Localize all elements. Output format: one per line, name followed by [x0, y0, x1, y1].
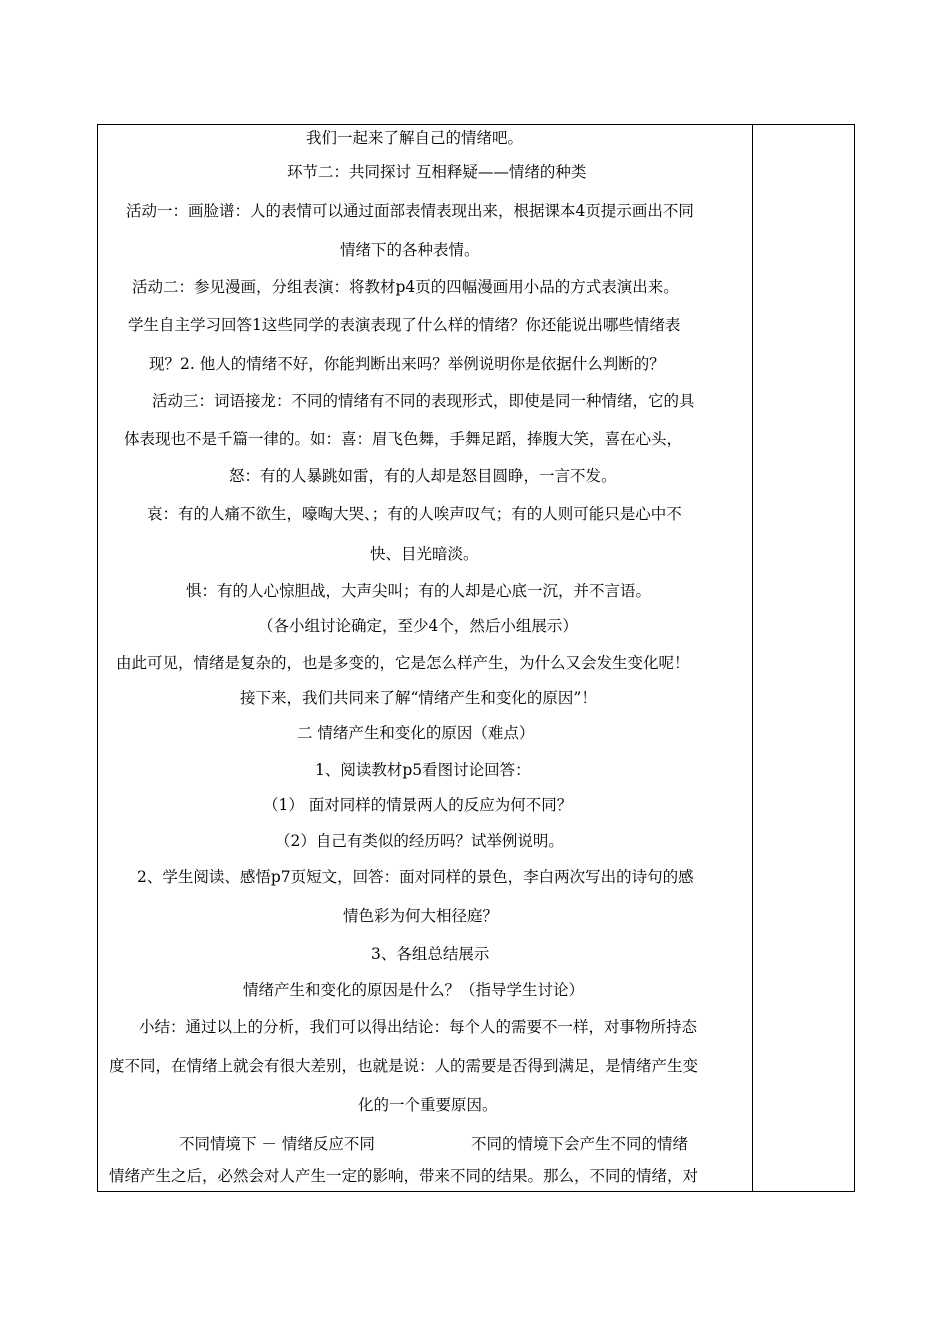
column-divider [752, 125, 753, 1191]
text-line: 怒：有的人暴跳如雷，有的人却是怒目圆睁，一言不发。 [229, 467, 617, 485]
text-line: 化的一个重要原因。 [358, 1096, 498, 1114]
text-line: 我们一起来了解自己的情绪吧。 [306, 129, 524, 147]
text-line: 情绪产生之后，必然会对人产生一定的影响，带来不同的结果。那么，不同的情绪，对 [109, 1167, 699, 1185]
text-line: （2）自己有类似的经历吗？试举例说明。 [275, 832, 564, 850]
text-line: 小结：通过以上的分析，我们可以得出结论：每个人的需要不一样，对事物所持态 [139, 1018, 698, 1036]
text-line: 1、阅读教材p5看图讨论回答： [315, 761, 531, 779]
text-line: 不同的情境下会产生不同的情绪 [471, 1135, 689, 1153]
text-line: 由此可见，情绪是复杂的，也是多变的，它是怎么样产生，为什么又会发生变化呢！ [116, 654, 690, 672]
text-line: 体表现也不是千篇一律的。如：喜：眉飞色舞，手舞足蹈，捧腹大笑，喜在心头， [124, 430, 683, 448]
text-line: （1） 面对同样的情景两人的反应为何不同？ [263, 796, 573, 814]
text-line: 学生自主学习回答1这些同学的表演表现了什么样的情绪？你还能说出哪些情绪表 [128, 316, 681, 334]
text-line: 哀：有的人痛不欲生，嚎啕大哭、；有的人唉声叹气；有的人则可能只是心中不 [147, 505, 682, 523]
text-line: 现？2. 他人的情绪不好，你能判断出来吗？举例说明你是依据什么判断的？ [149, 355, 665, 373]
text-line: 活动一：画脸谱：人的表情可以通过面部表情表现出来，根据课本4页提示画出不同 [126, 202, 694, 220]
text-line: 活动三：词语接龙：不同的情绪有不同的表现形式，即使是同一种情绪，它的具 [152, 392, 695, 410]
text-line: 惧：有的人心惊胆战，大声尖叫；有的人却是心底一沉，并不言语。 [186, 582, 652, 600]
text-line: 3、各组总结展示 [371, 945, 490, 963]
text-line: 不同情境下 － 情绪反应不同 [179, 1135, 375, 1153]
text-line: 2、学生阅读、感悟p7页短文，回答：面对同样的景色，李白两次写出的诗句的感 [137, 868, 694, 886]
text-line: 接下来，我们共同来了解“情绪产生和变化的原因”！ [240, 689, 597, 707]
text-line: 情色彩为何大相径庭？ [343, 907, 499, 925]
text-line: 度不同，在情绪上就会有很大差别，也就是说：人的需要是否得到满足，是情绪产生变 [109, 1057, 699, 1075]
text-line: 环节二：共同探讨 互相释疑——情绪的种类 [287, 163, 587, 181]
text-line: 活动二：参见漫画，分组表演：将教材p4页的四幅漫画用小品的方式表演出来。 [132, 278, 679, 296]
text-line: 二 情绪产生和变化的原因（难点） [297, 724, 535, 742]
text-line: 情绪产生和变化的原因是什么？（指导学生讨论） [243, 981, 585, 999]
text-line: （各小组讨论确定，至少4个，然后小组展示） [258, 617, 578, 635]
text-line: 快、目光暗淡。 [370, 545, 479, 563]
text-line: 情绪下的各种表情。 [340, 241, 480, 259]
